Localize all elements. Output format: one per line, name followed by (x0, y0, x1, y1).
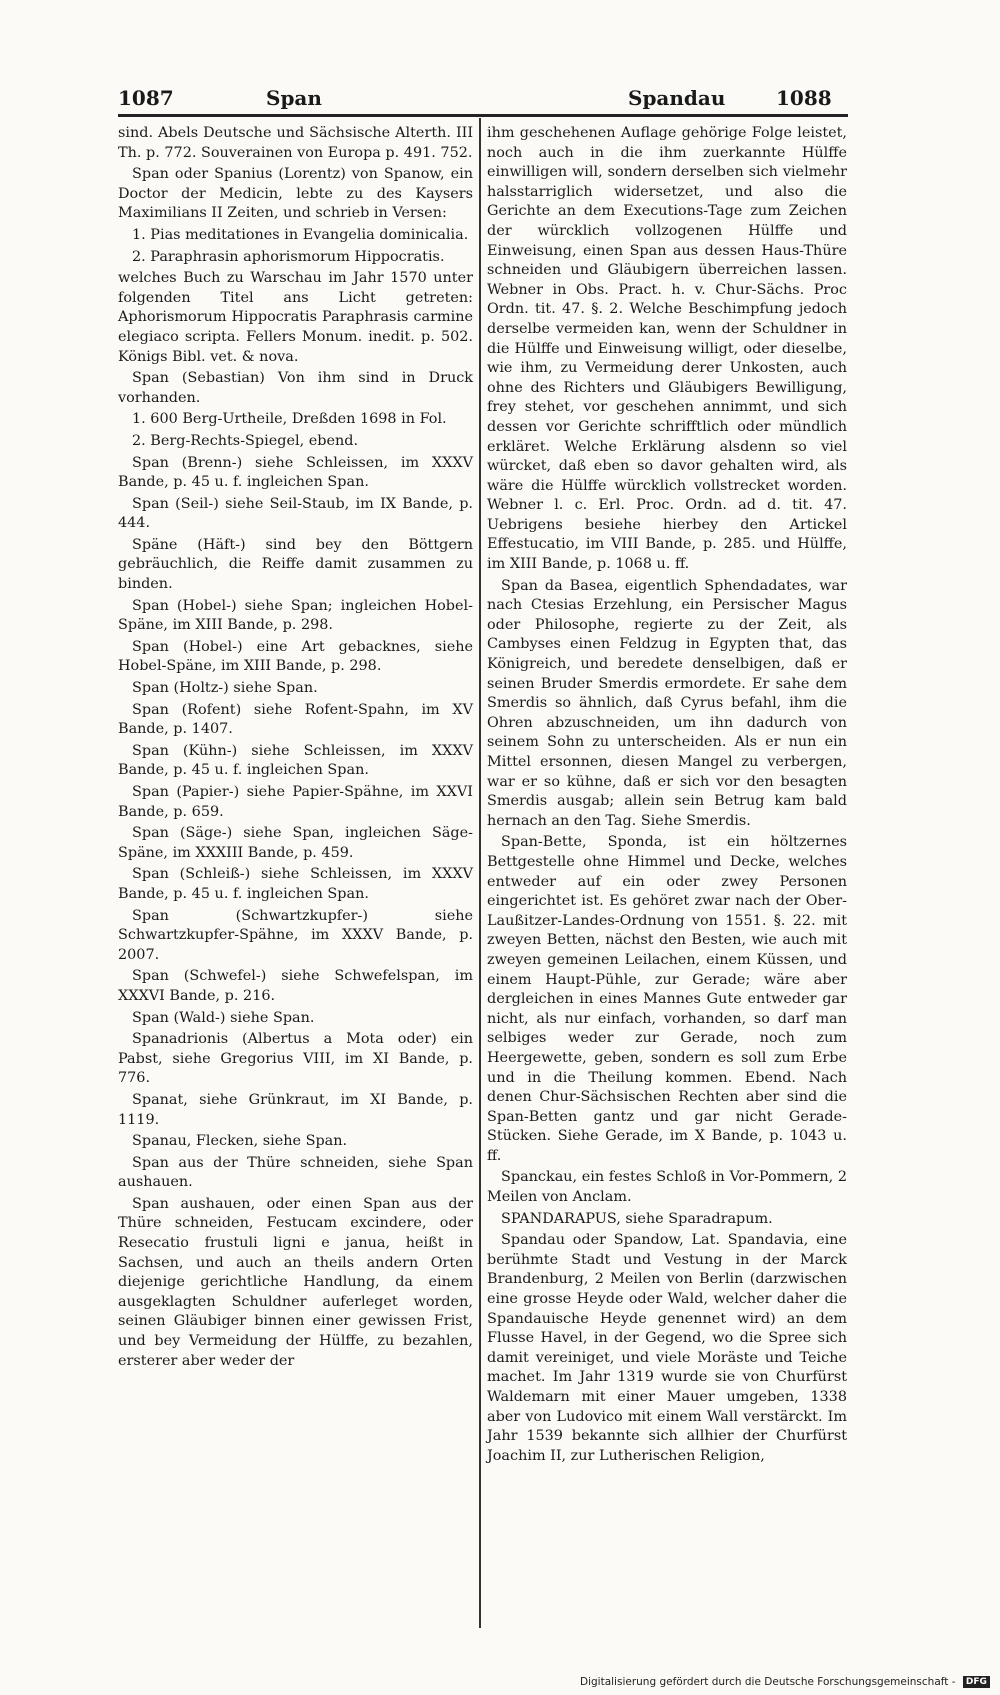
left-column-entry: 2. Berg-Rechts-Spiegel, ebend. (132, 432, 359, 449)
left-column-entry: Spanadrionis (Albertus a Mota oder) ein Pabst, siehe Gregorius VIII, im XI Bande, p. 776. (118, 1031, 473, 1087)
left-column-entry: Span (Rofent) siehe Rofent-Spahn, im XV Bande, p. 1407. (118, 701, 473, 738)
right-column-entry: ihm geschehenen Auflage gehörige Folge leistet, noch auch in die ihm zuerkannte Hülffe einwilligen will, sondern derselben sich vielmehr halsstarriglich widersetzet, und also die Gerichte an dem Executions-Tage zum Zeichen der würcklich vollzogenen Hülffe und Einweisung, einen Span aus dessen Haus-Thüre schneiden und Gläubigern überreichen lassen. Webner in Obs. Pract. h. v. Chur-Sächs. Proc Ordn. tit. 47. §. 2. Welche Beschimpfung jedoch derselbe vermeiden kan, wenn der Schuldner in die Hülffe und Einweisung willigt, oder dieselbe, wie ihm, zu Vermeidung derer Unkosten, auch ohne des Richters und Gläubigers Bewilligung, frey stehet, vor geschehen annimmt, und sich dessen vor Gerichte schrifftlich oder mündlich erkläret. Welche Erklärung alsdenn so viel würcket, daß eben so davor gehalten wird, als wäre die Hülffe würcklich vollstrecket worden. Webner l. c. Erl. Proc. Ordn. ad d. tit. 47. Uebrigens besiehe hierbey den Artickel Effestucatio, im VIII Bande, p. 285. und Hülffe, im XIII Bande, p. 1068 u. ff. (487, 125, 847, 573)
left-column-entry: Span (Papier-) siehe Papier-Spähne, im XXVI Bande, p. 659. (118, 784, 473, 820)
left-column-entry: Span (Wald-) siehe Span. (132, 1009, 315, 1026)
header-rule (118, 114, 848, 117)
left-column-entry: Span (Sebastian) Von ihm sind in Druck vorhanden. (118, 370, 473, 406)
left-column-entry: Spanau, Flecken, siehe Span. (132, 1133, 348, 1150)
left-column-entry: Span (Schwefel-) siehe Schwefelspan, im XXXVI Bande, p. 216. (118, 968, 473, 1004)
left-page-number: 1087 (118, 86, 174, 110)
right-column-entry: Spandau oder Spandow, Lat. Spandavia, eine berühmte Stadt und Vestung in der Marck Brandenburg, 2 Meilen von Berlin (darzwischen eine grosse Heyde oder Wald, welcher daher die Spandauische Heyde genennet wird) an dem Flusse Havel, in der Gegend, wo die Spree sich damit vereiniget, und viele Moräste und Teiche machet. Im Jahr 1319 wurde sie von Churfürst Waldemarn mit einer Mauer umgeben, 1338 aber von Ludovico mit einem Wall verstärckt. Im Jahr 1539 bekannte sich allhier der Churfürst Joachim II, zur Lutherischen Religion, (487, 1232, 847, 1464)
left-column (118, 124, 473, 1373)
left-column-entry: Späne (Häft-) sind bey den Böttgern gebräuchlich, die Reiffe damit zusammen zu binden. (118, 536, 473, 593)
left-column-entry: Span oder Spanius (Lorentz) von Spanow, ein Doctor der Medicin, lebte zu des Kaysers Maximilians II Zeiten, und schrieb in Versen: (118, 166, 473, 222)
left-column-entry: 2. Paraphrasin aphorismorum Hippocratis. (132, 248, 445, 265)
right-column-entry: Span-Bette, Sponda, ist ein höltzernes Bettgestelle ohne Himmel und Decke, welches entweder auf ein oder zwey Personen eingerichtet ist. Es gehöret zwar nach der Ober-Laußitzer-Landes-Ordnung von 1551. §. 22. mit zweyen Betten, nächst den Besten, wie auch mit zweyen gemeinen Leilachen, einem Küssen, und einem Haupt-Pühle, zur Gerade; wäre aber dergleichen in eines Mannes Gute entweder gar nicht, als nur einfach, vorhanden, so darf man selbiges weder zur Gerade, noch zum Heergewette, geben, sondern es soll zum Erbe und in die Theilung kommen. Ebend. Nach denen Chur-Sächsischen Rechten aber sind die Span-Betten gantz und gar nicht Gerade-Stücken. Siehe Gerade, im X Bande, p. 1043 u. ff. (487, 834, 847, 1164)
left-column-entry: Span (Hobel-) eine Art gebacknes, siehe Hobel-Späne, im XIII Bande, p. 298. (118, 638, 473, 675)
footer-text: Digitalisierung gefördert durch die Deutsche Forschungsgemeinschaft - (580, 1676, 956, 1688)
left-column-entry: Span (Brenn-) siehe Schleissen, im XXXV Bande, p. 45 u. f. ingleichen Span. (118, 454, 473, 491)
left-column-entry: Span aus der Thüre schneiden, siehe Span aushauen. (118, 1154, 473, 1191)
left-column-entry: Span (Seil-) siehe Seil-Staub, im IX Bande, p. 444. (118, 495, 473, 532)
left-column-entry: Span (Kühn-) siehe Schleissen, im XXXV Bande, p. 45 u. f. ingleichen Span. (118, 742, 473, 779)
left-column-entry: 1. Pias meditationes in Evangelia dominicalia. (132, 226, 469, 243)
left-column-entry: Span (Schleiß-) siehe Schleissen, im XXXV Bande, p. 45 u. f. ingleichen Span. (118, 866, 473, 902)
right-column-entry: Spanckau, ein festes Schloß in Vor-Pommern, 2 Meilen von Anclam. (487, 1169, 847, 1206)
left-column-entry: Span (Schwartzkupfer-) siehe Schwartzkupfer-Spähne, im XXXV Bande, p. 2007. (118, 907, 473, 963)
left-column-entry: Span (Hobel-) siehe Span; ingleichen Hobel-Späne, im XIII Bande, p. 298. (118, 597, 473, 634)
dfg-logo: DFG (963, 1676, 990, 1688)
left-column-entry: Spanat, siehe Grünkraut, im XI Bande, p. 1119. (118, 1091, 473, 1128)
left-column-entry: 1. 600 Berg-Urtheile, Dreßden 1698 in Fol. (132, 411, 447, 428)
left-column-entry: Span (Säge-) siehe Span, ingleichen Säge-Späne, im XXXIII Bande, p. 459. (118, 825, 473, 861)
right-column-entry: Span da Basea, eigentlich Sphendadates, war nach Ctesias Erzehlung, ein Persischer Magus oder Philosophe, regierte zu der Zeit, als Cambyses einen Feldzug in Egypten that, das Königreich, und beredete denselbigen, daß er seinen Bruder Smerdis ermordete. Er sahe dem Smerdis so ähnlich, daß Cyrus befahl, ihm die Ohren abzuschneiden, um ihn dadurch von seinem Sohn zu unterscheiden. Als er nun ein Mittel ersonnen, diesen Mangel zu verbergen, war er so kühne, daß er sich vor den besagten Smerdis ausgab; allein sein Betrug kam bald hernach an den Tag. Siehe Smerdis. (487, 577, 847, 829)
column-divider (479, 118, 481, 1628)
left-column-entry: sind. Abels Deutsche und Sächsische Alterth. III Th. p. 772. Souverainen von Europa p. 491. 752. (118, 125, 473, 161)
left-column-entry: welches Buch zu Warschau im Jahr 1570 unter folgenden Titel ans Licht getreten: Aphorismorum Hippocratis Paraphrasis carmine elegiaco scripta. Fellers Monum. inedit. p. 502. Königs Bibl. vet. & nova. (118, 270, 473, 365)
right-running-title: Spandau (628, 86, 726, 110)
right-column (487, 124, 847, 1468)
left-column-entry: Span (Holtz-) siehe Span. (132, 680, 318, 697)
right-page-number: 1088 (776, 86, 832, 110)
left-running-title: Span (266, 86, 322, 110)
right-column-entry: SPANDARAPUS, siehe Sparadrapum. (501, 1210, 773, 1227)
digitization-footer (580, 1676, 990, 1692)
left-column-entry: Span aushauen, oder einen Span aus der Thüre schneiden, Festucam excindere, oder Resecatio frustuli ligni e janua, heißt in Sachsen, und auch an theils andern Orten diejenige gerichtliche Handlung, da einem ausgeklagten Schuldner auferleget worden, seinen Gläubiger binnen einer gewissen Frist, und bey Vermeidung der Hülffe, zu bezahlen, ersterer aber weder der (118, 1195, 473, 1369)
